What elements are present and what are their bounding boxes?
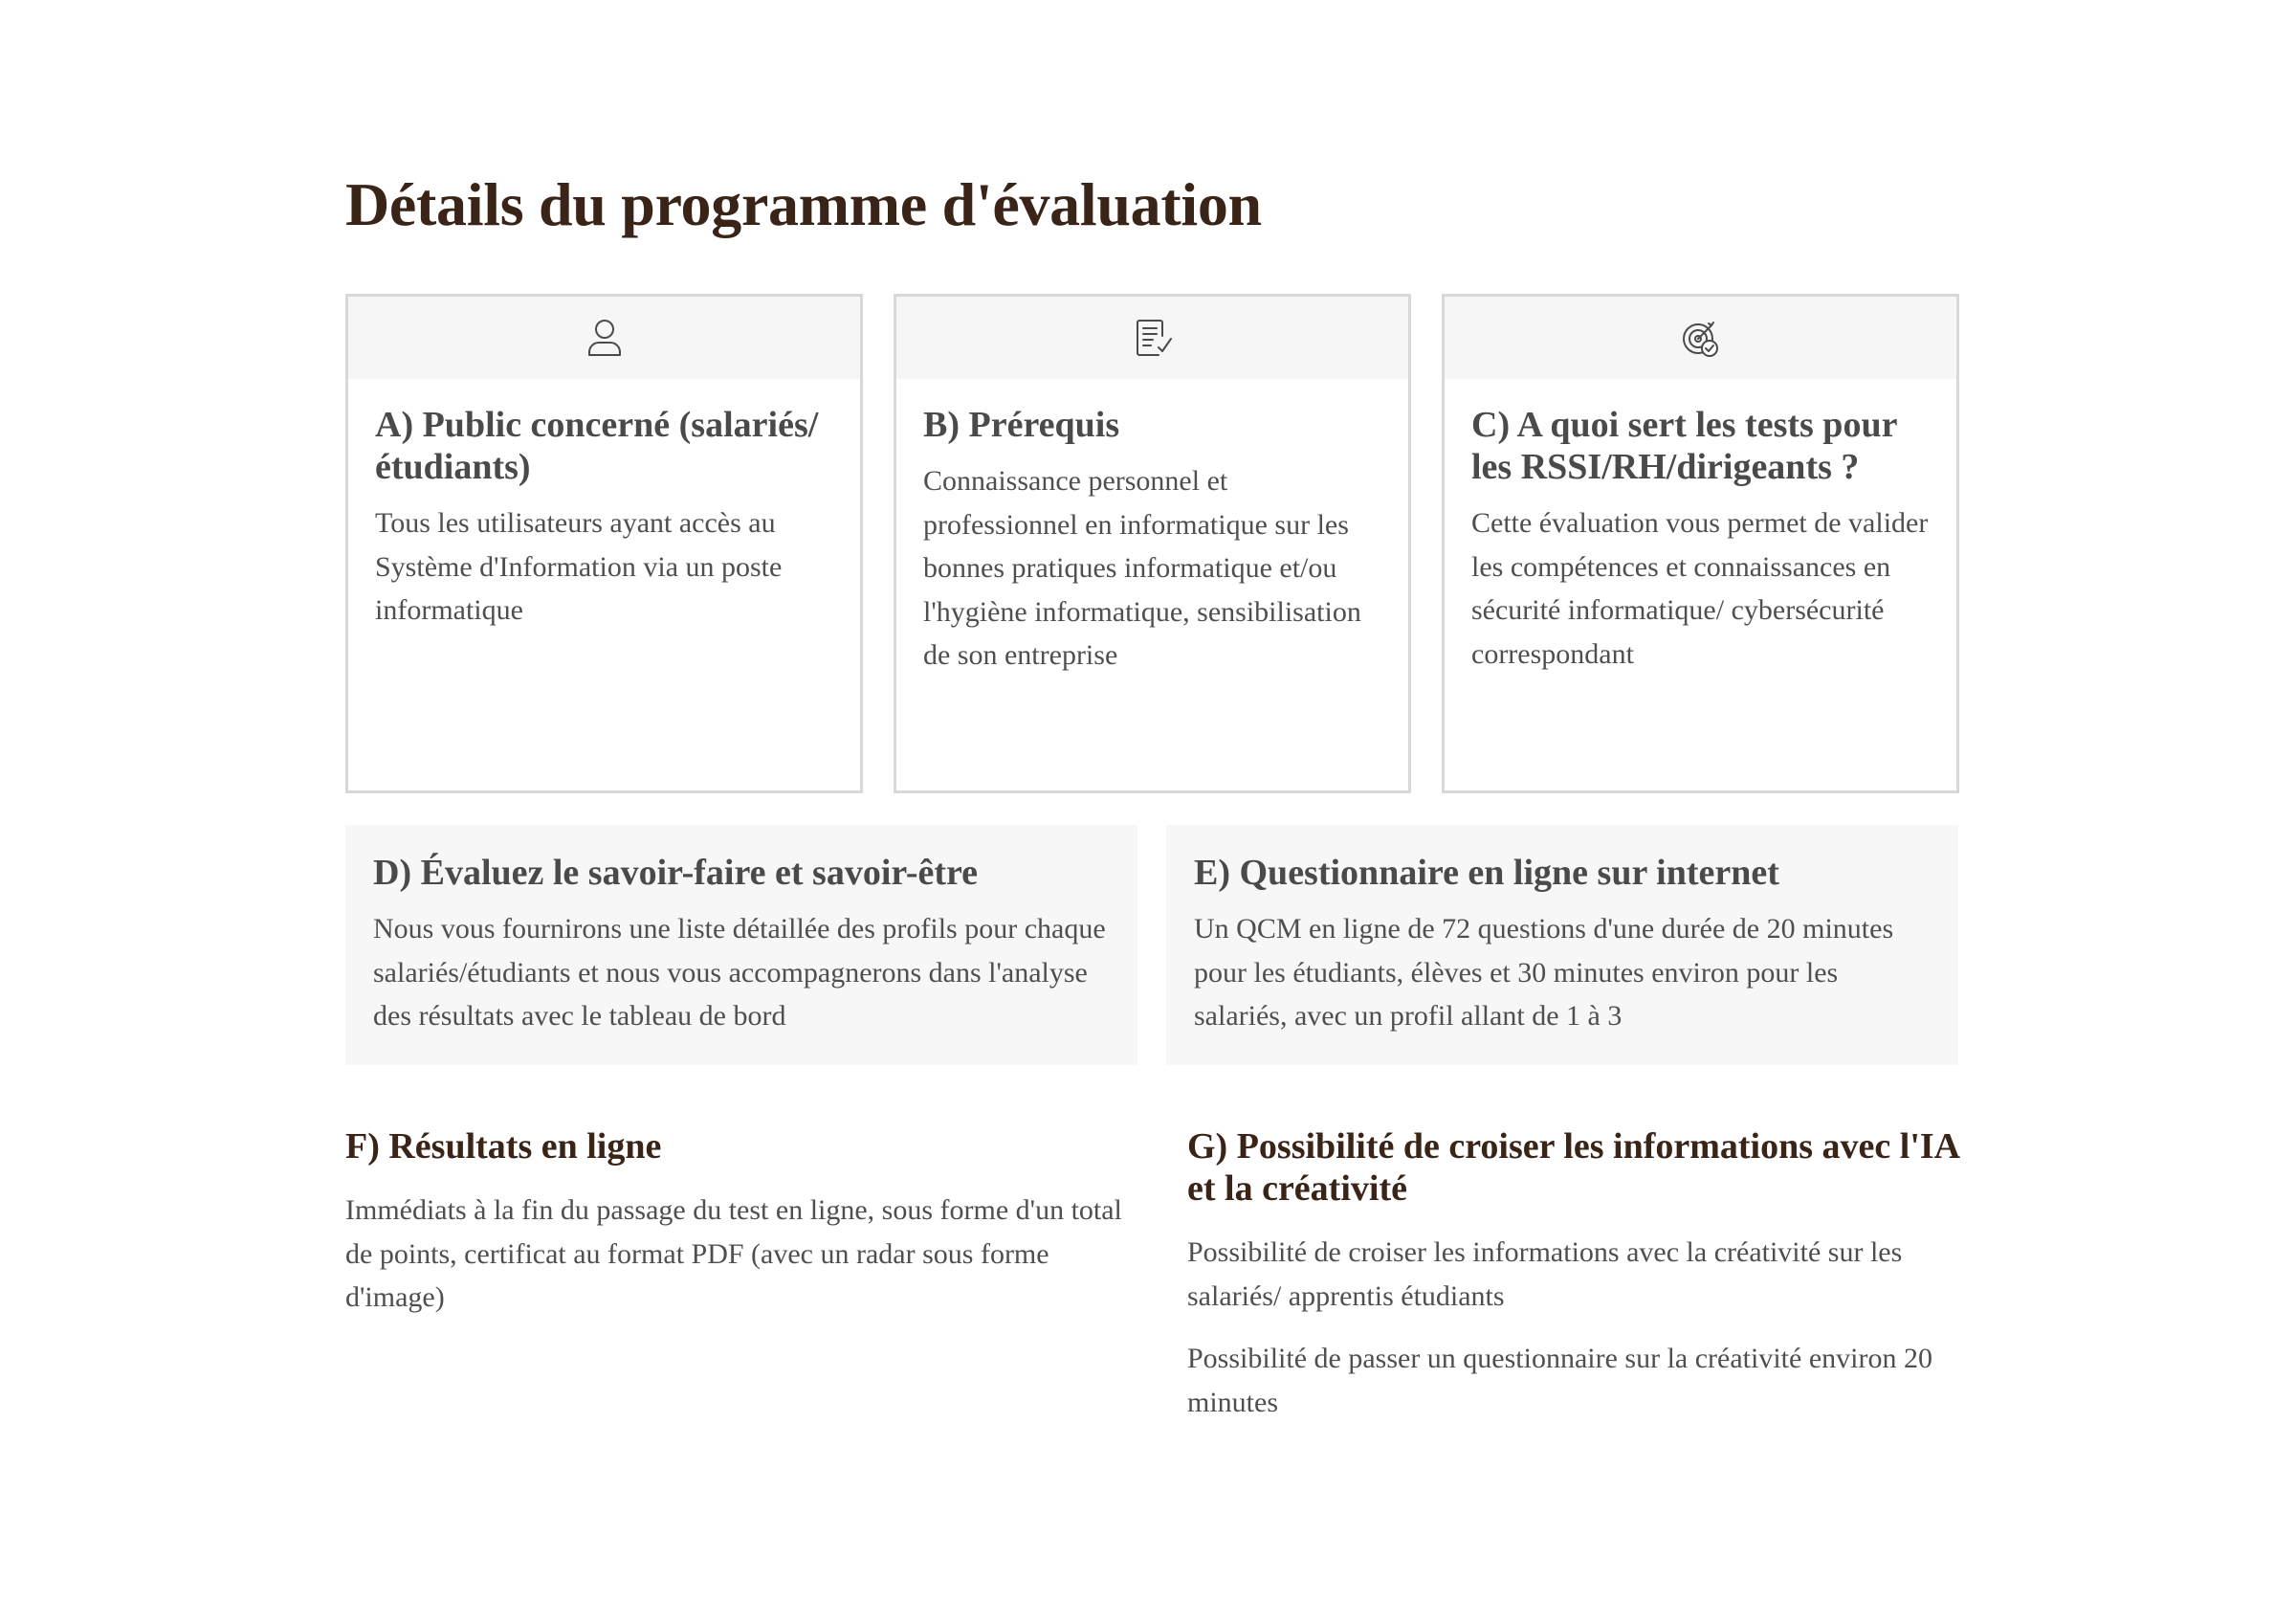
target-check-icon	[1678, 315, 1724, 361]
card-public-concerne	[345, 294, 863, 793]
panel-title: E) Questionnaire en ligne sur internet	[1194, 853, 1779, 893]
card-prerequis	[894, 294, 1411, 793]
section-paragraph: Immédiats à la fin du passage du test en ligne, sous forme d'un total de points, certificat au format PDF (avec un radar sous forme d'image)	[345, 1194, 1122, 1313]
card-title: C) A quoi sert les tests pour les RSSI/RH/dirigeants ?	[1471, 405, 1897, 487]
card-title: A) Public concerné (salariés/ étudiants)	[375, 405, 819, 487]
panel-text: Un QCM en ligne de 72 questions d'une durée de 20 minutes pour les étudiants, élèves et 30 minutes environ pour les salariés, avec un profil allant de 1 à 3	[1194, 913, 1894, 1032]
section-ia-creativite	[1187, 1125, 1962, 1443]
user-icon	[582, 315, 628, 361]
card-icon-band	[1445, 297, 1956, 379]
card-icon-band	[896, 297, 1408, 379]
section-paragraph: Possibilité de passer un questionnaire sur la créativité environ 20 minutes	[1187, 1343, 1932, 1418]
panel-text: Nous vous fournirons une liste détaillée des profils pour chaque salariés/étudiants et nous vous accompagnerons dans l'analyse des résultats avec le tableau de bord	[373, 913, 1106, 1032]
checklist-icon	[1130, 315, 1176, 361]
card-text: Connaissance personnel et professionnel en informatique sur les bonnes pratiques informatique et/ou l'hygiène informatique, sensibilisation de son entreprise	[923, 465, 1361, 671]
section-resultats	[345, 1125, 1139, 1339]
section-paragraph: Possibilité de croiser les informations avec la créativité sur les salariés/ apprentis étudiants	[1187, 1236, 1903, 1312]
panel-title: D) Évaluez le savoir-faire et savoir-être	[373, 853, 979, 893]
section-title: F) Résultats en ligne	[345, 1126, 662, 1167]
page-title: Détails du programme d'évaluation	[345, 170, 1262, 238]
card-text: Cette évaluation vous permet de valider les compétences et connaissances en sécurité informatique/ cybersécurité correspondant	[1471, 507, 1929, 670]
section-title: G) Possibilité de croiser les informations avec l'IA et la créativité	[1187, 1126, 1959, 1209]
panel-savoir-faire	[345, 825, 1137, 1065]
card-text: Tous les utilisateurs ayant accès au Système d'Information via un poste informatique	[375, 507, 783, 626]
card-a-quoi-sert	[1442, 294, 1959, 793]
panel-questionnaire	[1166, 825, 1958, 1065]
card-icon-band	[348, 297, 860, 379]
card-title: B) Prérequis	[923, 405, 1120, 445]
